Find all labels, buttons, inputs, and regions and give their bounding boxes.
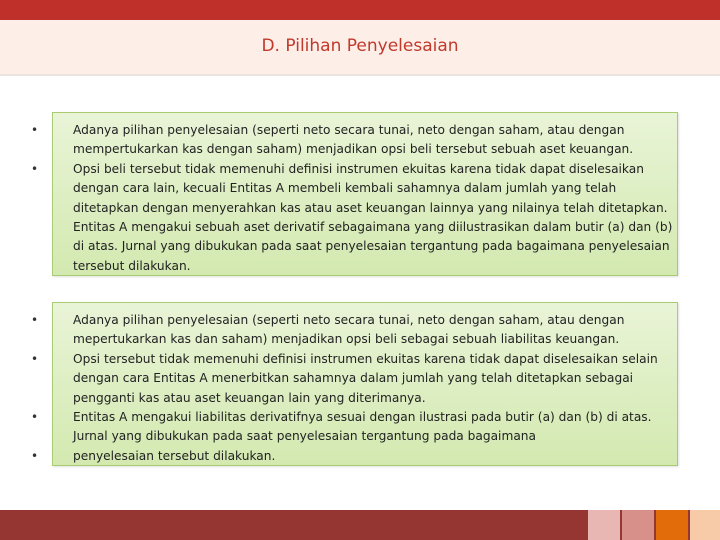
footer-square-rose <box>622 510 654 540</box>
bullet-icon: • <box>31 313 39 327</box>
list-item-text: Entitas A mengakui liabilitas derivatifnya sesuai dengan ilustrasi pada butir (a) dan (b) di atas. Jurnal yang dibukukan pada saat penyelesaian tergantung pada bagaimana <box>73 410 652 444</box>
content-box-1 <box>31 112 678 276</box>
list-item-text: penyelesaian tersebut dilakukan. <box>73 448 276 463</box>
footer-square-pink <box>588 510 620 540</box>
slide-title: D. Pilihan Penyelesaian <box>261 36 459 56</box>
list-item-text: Opsi tersebut tidak memenuhi definisi instrumen ekuitas karena tidak dapat diselesaikan selain dengan cara Entitas A menerbitkan sahamnya dalam jumlah yang telah ditetapkan sebagai pengganti kas atau aset keuangan lain yang diterimanya. <box>73 351 658 405</box>
bullet-list-2 <box>31 311 677 466</box>
list-item <box>31 447 677 466</box>
list-item <box>31 408 677 447</box>
list-item <box>31 350 677 408</box>
list-item-text: Adanya pilihan penyelesaian (seperti neto secara tunai, neto dengan saham, atau dengan mempertukarkan kas dengan saham) menjadikan opsi beli tersebut sebuah aset keuangan. <box>73 123 634 157</box>
list-item-text: Adanya pilihan penyelesaian (seperti neto secara tunai, neto dengan saham, atau dengan mepertukarkan kas dan saham) menjadikan opsi beli sebagai sebuah liabilitas keuangan. <box>73 313 625 347</box>
title-divider <box>0 74 720 76</box>
list-item <box>31 160 677 276</box>
bullet-icon: • <box>31 351 39 366</box>
bullet-icon: • <box>31 123 39 137</box>
footer-square-peach <box>690 510 720 540</box>
content-box-2 <box>31 302 678 466</box>
bullet-icon: • <box>31 410 39 425</box>
list-item <box>31 311 677 350</box>
bullet-list-1 <box>31 121 677 276</box>
top-accent-bar <box>0 0 720 20</box>
list-item <box>31 121 677 160</box>
list-item-text: Opsi beli tersebut tidak memenuhi definisi instrumen ekuitas karena tidak dapat diselesaikan dengan cara lain, kecuali Entitas A membeli kembali sahamnya dalam jumlah yang telah ditetapkan dengan menyerahkan kas atau aset keuangan lainnya yang nilainya telah ditetapkan. Entitas A mengakui sebuah aset derivatif sebagaimana yang diilustrasikan dalam butir (a) dan (b) di atas. Jurnal yang dibukukan pada saat penyelesaian tergantung pada bagaimana penyelesaian tersebut dilakukan. <box>73 161 673 273</box>
bullet-icon: • <box>31 448 39 463</box>
title-band <box>0 20 720 74</box>
footer-square-orange <box>656 510 688 540</box>
bullet-icon: • <box>31 161 39 176</box>
